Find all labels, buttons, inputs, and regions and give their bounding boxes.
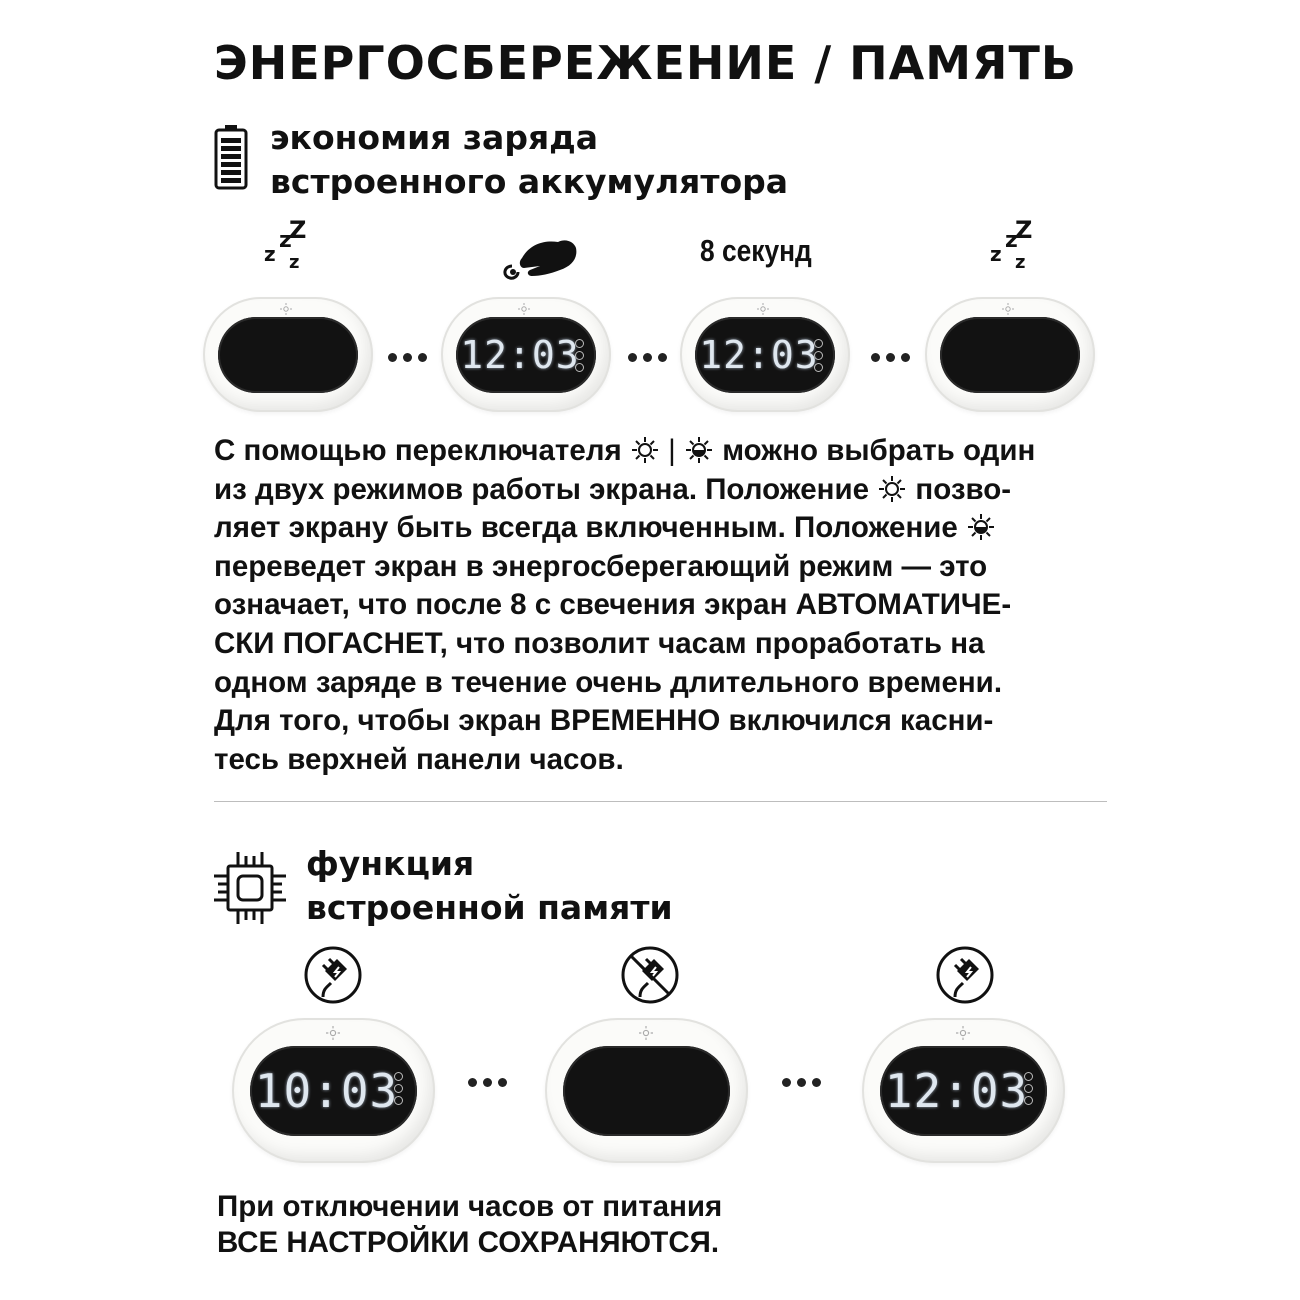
ellipsis	[628, 349, 673, 367]
sun-icon	[1002, 303, 1014, 315]
section2-heading	[306, 842, 673, 930]
section-divider	[214, 801, 1107, 802]
clock-screen-on	[441, 297, 611, 412]
section1-heading-line1: экономия заряда	[270, 118, 599, 157]
ellipsis	[871, 349, 916, 367]
paragraph-line: СКИ ПОГАСНЕТ, что позволит часам проработать на	[214, 626, 985, 660]
clock-screen-on	[862, 1018, 1065, 1163]
paragraph-line: переведет экран в энергосберегающий режим — это	[214, 549, 988, 583]
memory-note	[217, 1189, 722, 1261]
clock-display	[880, 1046, 1047, 1136]
memory-chip-icon	[212, 850, 288, 926]
ellipsis	[782, 1074, 827, 1092]
clock-display	[218, 317, 358, 393]
memory-note-line2: ВСЕ НАСТРОЙКИ СОХРАНЯЮТСЯ.	[217, 1226, 720, 1259]
section2-heading-line2: встроенной памяти	[306, 888, 673, 927]
section1-heading-line2: встроенного аккумулятора	[270, 162, 789, 201]
clock-display	[940, 317, 1080, 393]
clock-time: 12:03	[460, 333, 580, 377]
ellipsis	[388, 349, 433, 367]
section1-heading	[270, 116, 788, 204]
sun-icon	[280, 303, 292, 315]
paragraph-line: С помощью переключателя | можно выбрать один	[214, 434, 1036, 467]
plug-icon	[935, 945, 995, 1005]
sleep-zzz-icon: z z Z z	[990, 216, 1033, 273]
ellipsis	[468, 1074, 513, 1092]
sun-icon	[877, 474, 907, 504]
sun-half-icon	[684, 435, 714, 465]
clock-screen-on	[232, 1018, 435, 1163]
paragraph-line: означает, что после 8 с свечения экран АВТОМАТИЧЕ-	[214, 588, 1012, 622]
sun-half-icon	[966, 512, 996, 542]
sun-icon	[757, 303, 769, 315]
clock-screen-off	[925, 297, 1095, 412]
description-paragraph	[214, 432, 1124, 779]
sun-icon	[956, 1026, 970, 1040]
sun-icon	[630, 435, 660, 465]
clock-screen-on	[680, 297, 850, 412]
clock-time: 10:03	[254, 1064, 399, 1118]
sun-icon	[518, 303, 530, 315]
clock-display	[563, 1046, 730, 1136]
clock-time: 12:03	[884, 1064, 1029, 1118]
section2-heading-line1: функция	[306, 844, 475, 883]
plug-crossed-icon	[620, 945, 680, 1005]
paragraph-line: из двух режимов работы экрана. Положение позво-	[214, 472, 1012, 506]
clock-screen-off	[545, 1018, 748, 1163]
plug-icon	[303, 945, 363, 1005]
clock-time: 12:03	[699, 333, 819, 377]
paragraph-line: тесь верхней панели часов.	[214, 742, 624, 776]
clock-display	[695, 317, 835, 393]
clock-screen-off	[203, 297, 373, 412]
clock-display	[250, 1046, 417, 1136]
clock-display	[456, 317, 596, 393]
eight-seconds-label: 8 секунд	[700, 233, 812, 268]
hand-touch-icon	[500, 232, 580, 282]
sun-icon	[639, 1026, 653, 1040]
page-title: ЭНЕРГОСБЕРЕЖЕНИЕ / ПАМЯТЬ	[214, 36, 1077, 90]
paragraph-line: одном заряде в течение очень длительного времени.	[214, 665, 1003, 699]
battery-icon	[214, 124, 248, 190]
paragraph-line: ляет экрану быть всегда включенным. Положение	[214, 509, 1124, 548]
sun-icon	[326, 1026, 340, 1040]
paragraph-line: Для того, чтобы экран ВРЕМЕННО включился касни-	[214, 704, 994, 738]
memory-note-line1: При отключении часов от питания	[217, 1190, 723, 1223]
sleep-zzz-icon: z z Z z	[264, 216, 307, 273]
